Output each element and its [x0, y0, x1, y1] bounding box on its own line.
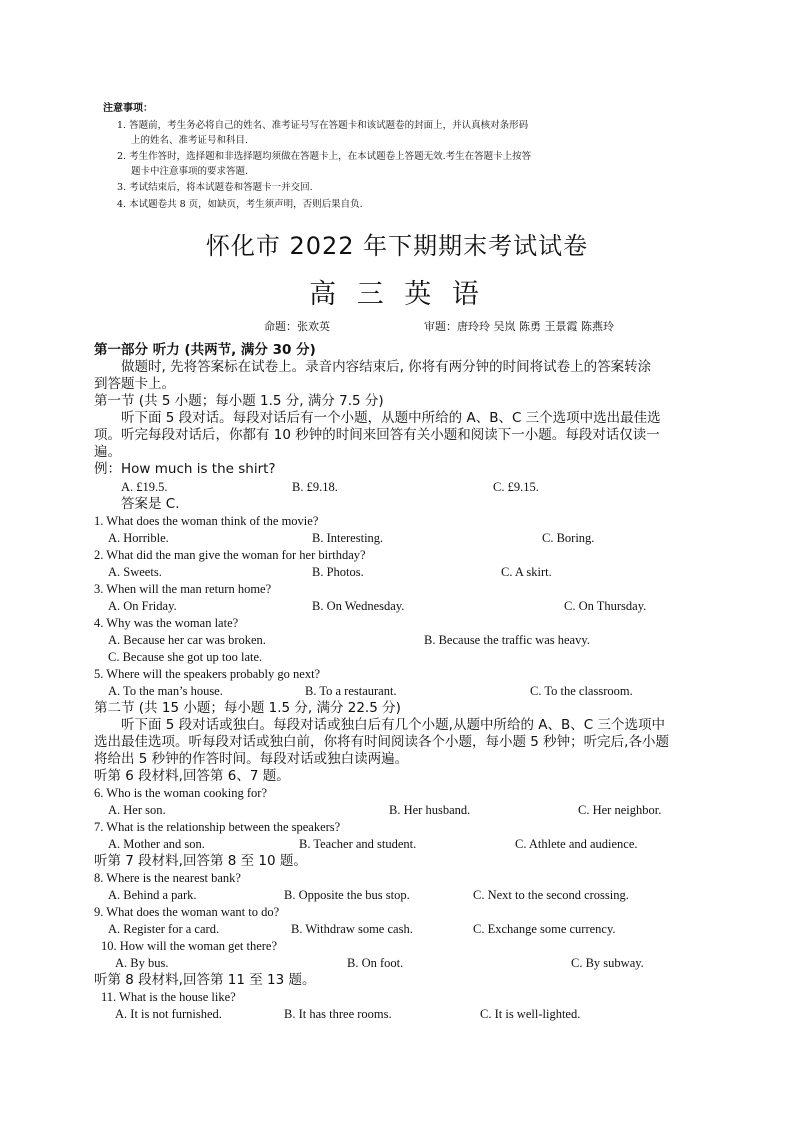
option-b: B. Photos. [312, 565, 364, 579]
option-a: A. By bus. [115, 956, 169, 970]
option-c: C. Her neighbor. [578, 803, 662, 817]
section1-instructions: 听下面 5 段对话。每段对话后有一个小题，从题中所给的 A、B、C 三个选项中选出最佳选 [121, 410, 661, 426]
option-a: A. To the man’s house. [108, 684, 223, 698]
material-heading: 听第 6 段材料,回答第 6、7 题。 [94, 768, 290, 784]
question: 6. Who is the woman cooking for? [94, 786, 267, 800]
note-item: 2. 考生作答时，选择题和非选择题均须做在答题卡上，在本试题卷上答题无效.考生在答题卡上按答 [117, 151, 532, 162]
question: 5. Where will the speakers probably go next? [94, 667, 321, 681]
option-a: A. Horrible. [108, 531, 169, 545]
reviewers: 审题：唐玲玲 吴岚 陈勇 王景霞 陈燕玲 [424, 320, 614, 333]
option-b: B. Interesting. [312, 531, 384, 545]
note-item: 题卡中注意事项的要求答题. [131, 166, 249, 177]
option-a: A. Register for a card. [108, 922, 220, 936]
section2-instructions: 将给出 5 秒钟的作答时间。每段对话或独白读两遍。 [94, 751, 409, 767]
option-c: C. Next to the second crossing. [473, 888, 629, 902]
question: 7. What is the relationship between the speakers? [94, 820, 341, 834]
example-option-b: B. £9.18. [292, 480, 338, 494]
subject-title: 高 三 英 语 [309, 279, 485, 310]
note-item: 4. 本试题卷共 8 页，如缺页，考生须声明，否则后果自负. [117, 199, 363, 210]
option-b: B. To a restaurant. [305, 684, 397, 698]
intro-line: 做题时, 先将答案标在试卷上。录音内容结束后, 你将有两分钟的时间将试卷上的答案转涂 [121, 359, 652, 375]
section2-instructions: 听下面 5 段对话或独白。每段对话或独白后有几个小题,从题中所给的 A、B、C 三个选项中 [121, 717, 665, 733]
example-answer: 答案是 C. [121, 496, 180, 512]
example-question: 例：How much is the shirt? [94, 461, 276, 477]
material-heading: 听第 8 段材料,回答第 11 至 13 题。 [94, 972, 316, 988]
option-a: A. Sweets. [108, 565, 162, 579]
question: 3. When will the man return home? [94, 582, 272, 596]
option-a: A. Because her car was broken. [108, 633, 266, 647]
question: 2. What did the man give the woman for her birthday? [94, 548, 366, 562]
option-c: C. Because she got up too late. [108, 650, 263, 664]
section2-heading: 第二节 (共 15 小题；每小题 1.5 分, 满分 22.5 分) [94, 700, 401, 716]
section1-heading: 第一节 (共 5 小题；每小题 1.5 分, 满分 7.5 分) [94, 393, 384, 409]
option-c: C. Boring. [542, 531, 595, 545]
option-c: C. It is well-lighted. [480, 1007, 581, 1021]
question: 10. How will the woman get there? [101, 939, 277, 953]
question: 1. What does the woman think of the movie? [94, 514, 319, 528]
option-b: B. On foot. [347, 956, 404, 970]
option-a: A. Her son. [108, 803, 166, 817]
section2-instructions: 选出最佳选项。听每段对话或独白前，你将有时间阅读各个小题，每小题 5 秒钟；听完后,各小题 [94, 734, 669, 750]
exam-title: 怀化市 2022 年下期期末考试试卷 [205, 232, 589, 260]
option-a: A. Behind a park. [108, 888, 197, 902]
question: 4. Why was the woman late? [94, 616, 239, 630]
option-c: C. Exchange some currency. [473, 922, 616, 936]
option-c: C. A skirt. [501, 565, 552, 579]
example-option-c: C. £9.15. [493, 480, 539, 494]
option-c: C. To the classroom. [530, 684, 633, 698]
note-item: 1. 答题前，考生务必将自己的姓名、准考证号写在答题卡和该试题卷的封面上，并认真核对条形码 [117, 120, 529, 131]
question: 11. What is the house like? [101, 990, 236, 1004]
notes-title: 注意事项： [103, 103, 153, 114]
option-a: A. On Friday. [108, 599, 177, 613]
note-item: 3. 考试结束后，将本试题卷和答题卡一并交回. [117, 182, 313, 193]
option-b: B. It has three rooms. [284, 1007, 392, 1021]
note-item: 上的姓名、准考证号和科目. [131, 135, 249, 146]
option-b: B. Opposite the bus stop. [284, 888, 410, 902]
material-heading: 听第 7 段材料,回答第 8 至 10 题。 [94, 853, 307, 869]
option-a: A. It is not furnished. [115, 1007, 222, 1021]
option-c: C. Athlete and audience. [515, 837, 638, 851]
option-b: B. Withdraw some cash. [291, 922, 413, 936]
option-a: A. Mother and son. [108, 837, 205, 851]
option-c: C. On Thursday. [564, 599, 647, 613]
question: 9. What does the woman want to do? [94, 905, 280, 919]
question: 8. Where is the nearest bank? [94, 871, 241, 885]
section1-instructions: 项。听完每段对话后，你都有 10 秒钟的时间来回答有关小题和阅读下一小题。每段对话仅读一 [94, 427, 660, 443]
option-b: B. On Wednesday. [312, 599, 405, 613]
part1-heading: 第一部分 听力 (共两节, 满分 30 分) [94, 342, 316, 358]
intro-line: 到答题卡上。 [94, 376, 175, 392]
option-c: C. By subway. [571, 956, 644, 970]
setter: 命题：张欢英 [264, 320, 330, 333]
example-option-a: A. £19.5. [121, 480, 168, 494]
section1-instructions: 遍。 [94, 444, 121, 460]
option-b: B. Her husband. [389, 803, 471, 817]
option-b: B. Teacher and student. [299, 837, 417, 851]
option-b: B. Because the traffic was heavy. [424, 633, 590, 647]
